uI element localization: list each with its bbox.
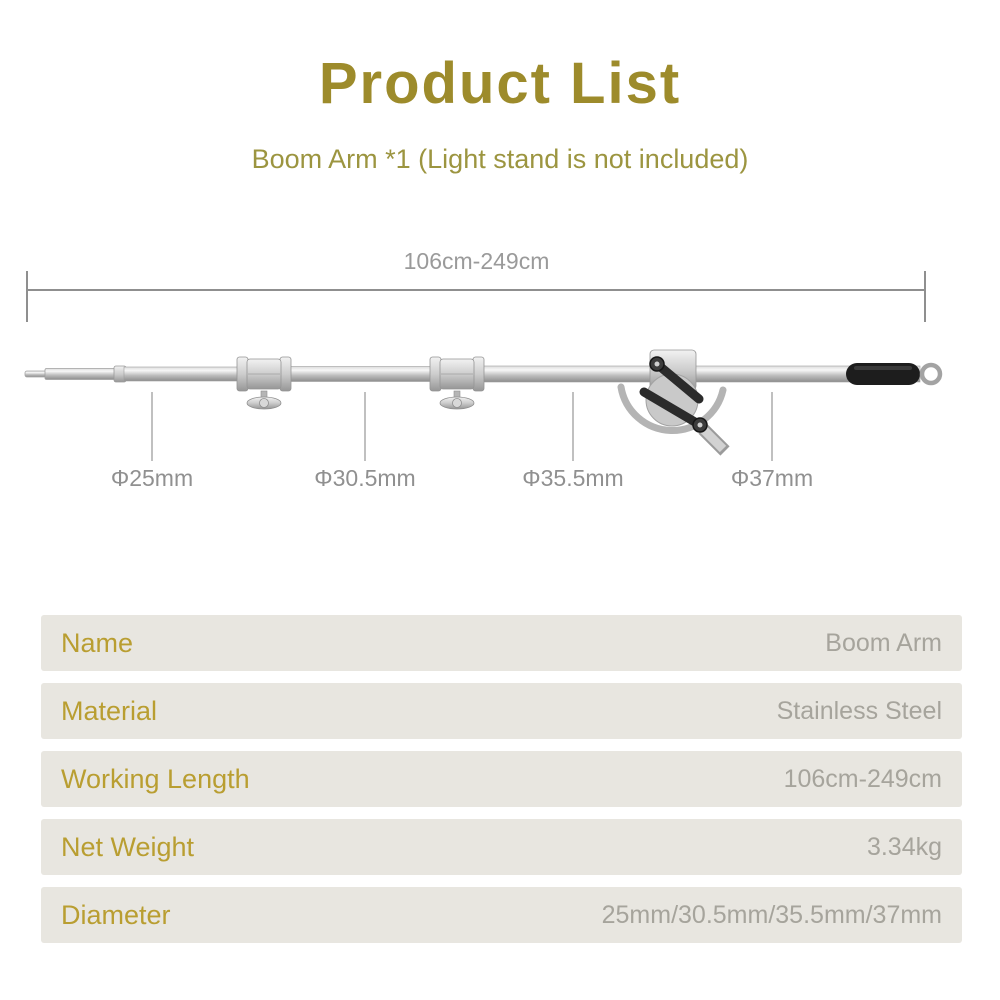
dimension-tick-left <box>26 271 28 322</box>
spec-table <box>41 615 962 943</box>
collar-clamp-1 <box>237 357 291 409</box>
spec-row-material <box>41 683 962 739</box>
spec-value: Boom Arm <box>825 628 942 657</box>
page-subtitle: Boom Arm *1 (Light stand is not included) <box>251 144 749 174</box>
spec-label: Net Weight <box>61 831 195 862</box>
spec-label: Material <box>61 695 158 726</box>
hanging-ring <box>922 365 940 383</box>
spec-value: Stainless Steel <box>776 696 942 725</box>
spec-label: Diameter <box>61 899 171 930</box>
page-title: Product List <box>318 51 682 116</box>
pivot-knuckle <box>621 350 725 451</box>
spec-row-working-length <box>41 751 962 807</box>
spec-label: Working Length <box>61 763 250 794</box>
spec-value: 3.34kg <box>866 832 942 861</box>
diameter-label-35-5mm: Φ35.5mm <box>522 465 624 491</box>
spec-row-net-weight <box>41 819 962 875</box>
spec-row-diameter <box>41 887 962 943</box>
dimension-tick-right <box>924 271 926 322</box>
working-length-dimension-label: 106cm-249cm <box>403 248 550 274</box>
boom-arm-illustration <box>0 330 1000 470</box>
spec-label: Name <box>61 627 134 658</box>
foam-grip <box>846 363 920 385</box>
diameter-label-37mm: Φ37mm <box>730 465 814 491</box>
spec-row-name <box>41 615 962 671</box>
diameter-label-30-5mm: Φ30.5mm <box>314 465 416 491</box>
collar-clamp-2 <box>430 357 484 409</box>
diameter-label-25mm: Φ25mm <box>110 465 194 491</box>
spec-value: 25mm/30.5mm/35.5mm/37mm <box>601 900 942 929</box>
dimension-line <box>27 289 926 291</box>
spec-value: 106cm-249cm <box>783 764 942 793</box>
